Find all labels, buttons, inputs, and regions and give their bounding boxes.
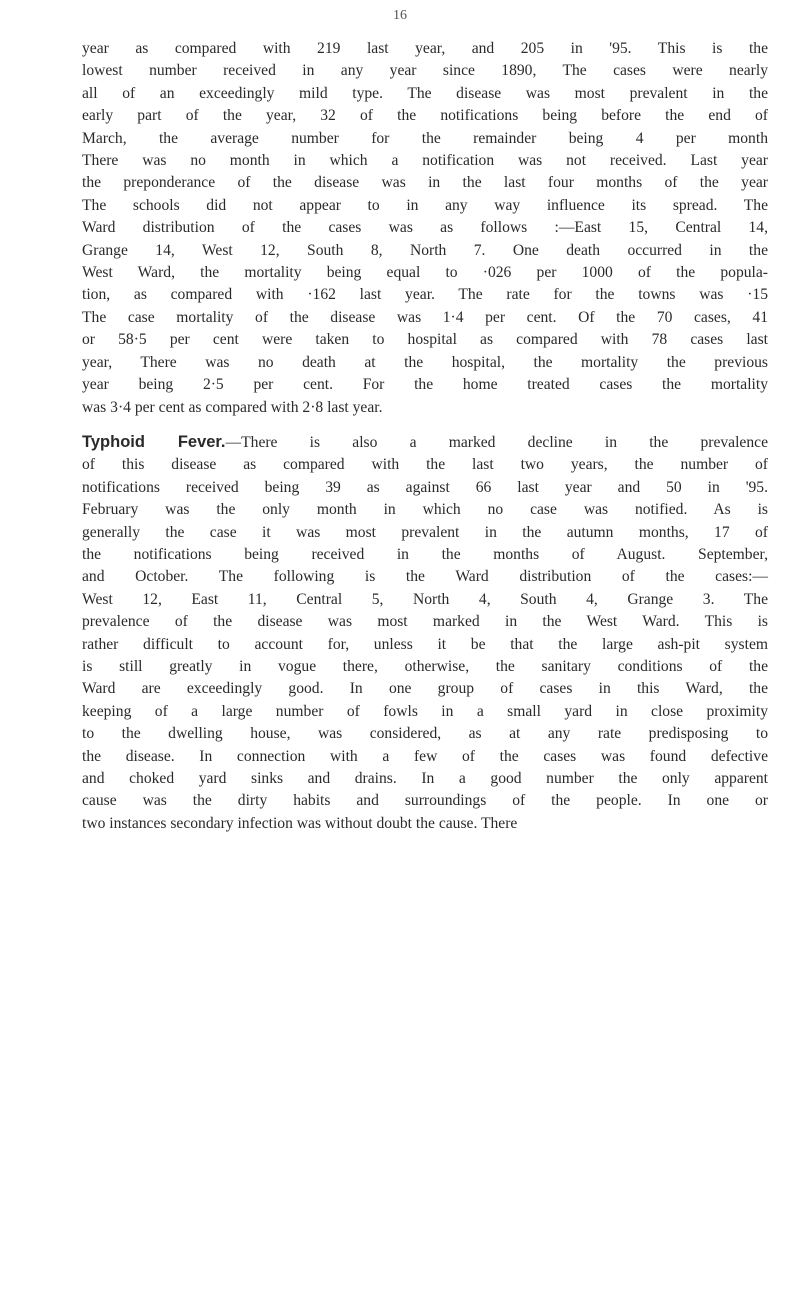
text-line: of this disease as compared with the last two years, the number of bbox=[82, 456, 768, 474]
paragraph-typhoid-fever bbox=[82, 431, 768, 835]
text-line: West 12, East 11, Central 5, North 4, South 4, Grange 3. The bbox=[82, 590, 768, 608]
text-line: generally the case it was most prevalent in the autumn months, 17 of bbox=[82, 523, 768, 541]
paragraph-2-first-line bbox=[82, 431, 768, 454]
text-line: is still greatly in vogue there, otherwise, the sanitary conditions of the bbox=[82, 657, 768, 675]
text-line: keeping of a large number of fowls in a small yard in close proximity bbox=[82, 702, 768, 720]
paragraph-2-text bbox=[82, 431, 768, 835]
paragraph-1-text bbox=[82, 38, 768, 419]
text-line: The schools did not appear to in any way influence its spread. The bbox=[82, 196, 768, 214]
text-line: prevalence of the disease was most marked in the West Ward. This is bbox=[82, 613, 768, 631]
text-line: all of an exceedingly mild type. The disease was most prevalent in the bbox=[82, 84, 768, 102]
paragraph-smallpox-continued bbox=[82, 38, 768, 419]
heading-line-text: —There is also a marked decline in the prevalence bbox=[225, 433, 768, 451]
text-line: rather difficult to account for, unless it be that the large ash-pit system bbox=[82, 635, 768, 653]
text-line: Grange 14, West 12, South 8, North 7. One death occurred in the bbox=[82, 241, 768, 259]
text-line: the notifications being received in the months of August. September, bbox=[82, 545, 768, 563]
text-line: early part of the year, 32 of the notifications being before the end of bbox=[82, 107, 768, 125]
text-line: year as compared with 219 last year, and 205 in '95. This is the bbox=[82, 40, 768, 57]
text-line: notifications received being 39 as against 66 last year and 50 in '95. bbox=[82, 478, 768, 496]
text-line: and choked yard sinks and drains. In a good number the only apparent bbox=[82, 770, 768, 787]
page-number: 16 bbox=[393, 8, 407, 23]
text-line: cause was the dirty habits and surroundings of the people. In one or bbox=[82, 792, 768, 810]
text-line: and October. The following is the Ward distribution of the cases:— bbox=[82, 568, 768, 586]
text-line: lowest number received in any year since 1890, The cases were nearly bbox=[82, 62, 768, 80]
text-line: the preponderance of the disease was in the last four months of the year bbox=[82, 174, 768, 192]
section-heading: Typhoid Fever. bbox=[82, 432, 226, 451]
text-line: West Ward, the mortality being equal to ·026 per 1000 of the popula- bbox=[82, 264, 768, 282]
text-line: tion, as compared with ·162 last year. The rate for the towns was ·15 bbox=[82, 286, 768, 304]
text-line: Ward are exceedingly good. In one group of cases in this Ward, the bbox=[82, 680, 768, 698]
text-line: year, There was no death at the hospital, the mortality the previous bbox=[82, 353, 768, 371]
text-line: to the dwelling house, was considered, as at any rate predisposing to bbox=[82, 725, 768, 743]
text-line: Ward distribution of the cases was as follows :—East 15, Central 14, bbox=[82, 219, 768, 237]
text-line: The case mortality of the disease was 1·4 per cent. Of the 70 cases, 41 bbox=[82, 308, 768, 326]
text-line: was 3·4 per cent as compared with 2·8 last year. bbox=[82, 398, 383, 416]
page-body bbox=[82, 38, 768, 835]
text-line: February was the only month in which no case was notified. As is bbox=[82, 501, 768, 519]
text-line: March, the average number for the remainder being 4 per month bbox=[82, 129, 768, 147]
text-line: or 58·5 per cent were taken to hospital as compared with 78 cases last bbox=[82, 331, 768, 349]
text-line: year being 2·5 per cent. For the home treated cases the mortality bbox=[82, 376, 768, 394]
text-line: There was no month in which a notification was not received. Last year bbox=[82, 152, 768, 170]
text-line: two instances secondary infection was without doubt the cause. There bbox=[82, 814, 518, 832]
text-line: the disease. In connection with a few of the cases was found defective bbox=[82, 747, 768, 765]
